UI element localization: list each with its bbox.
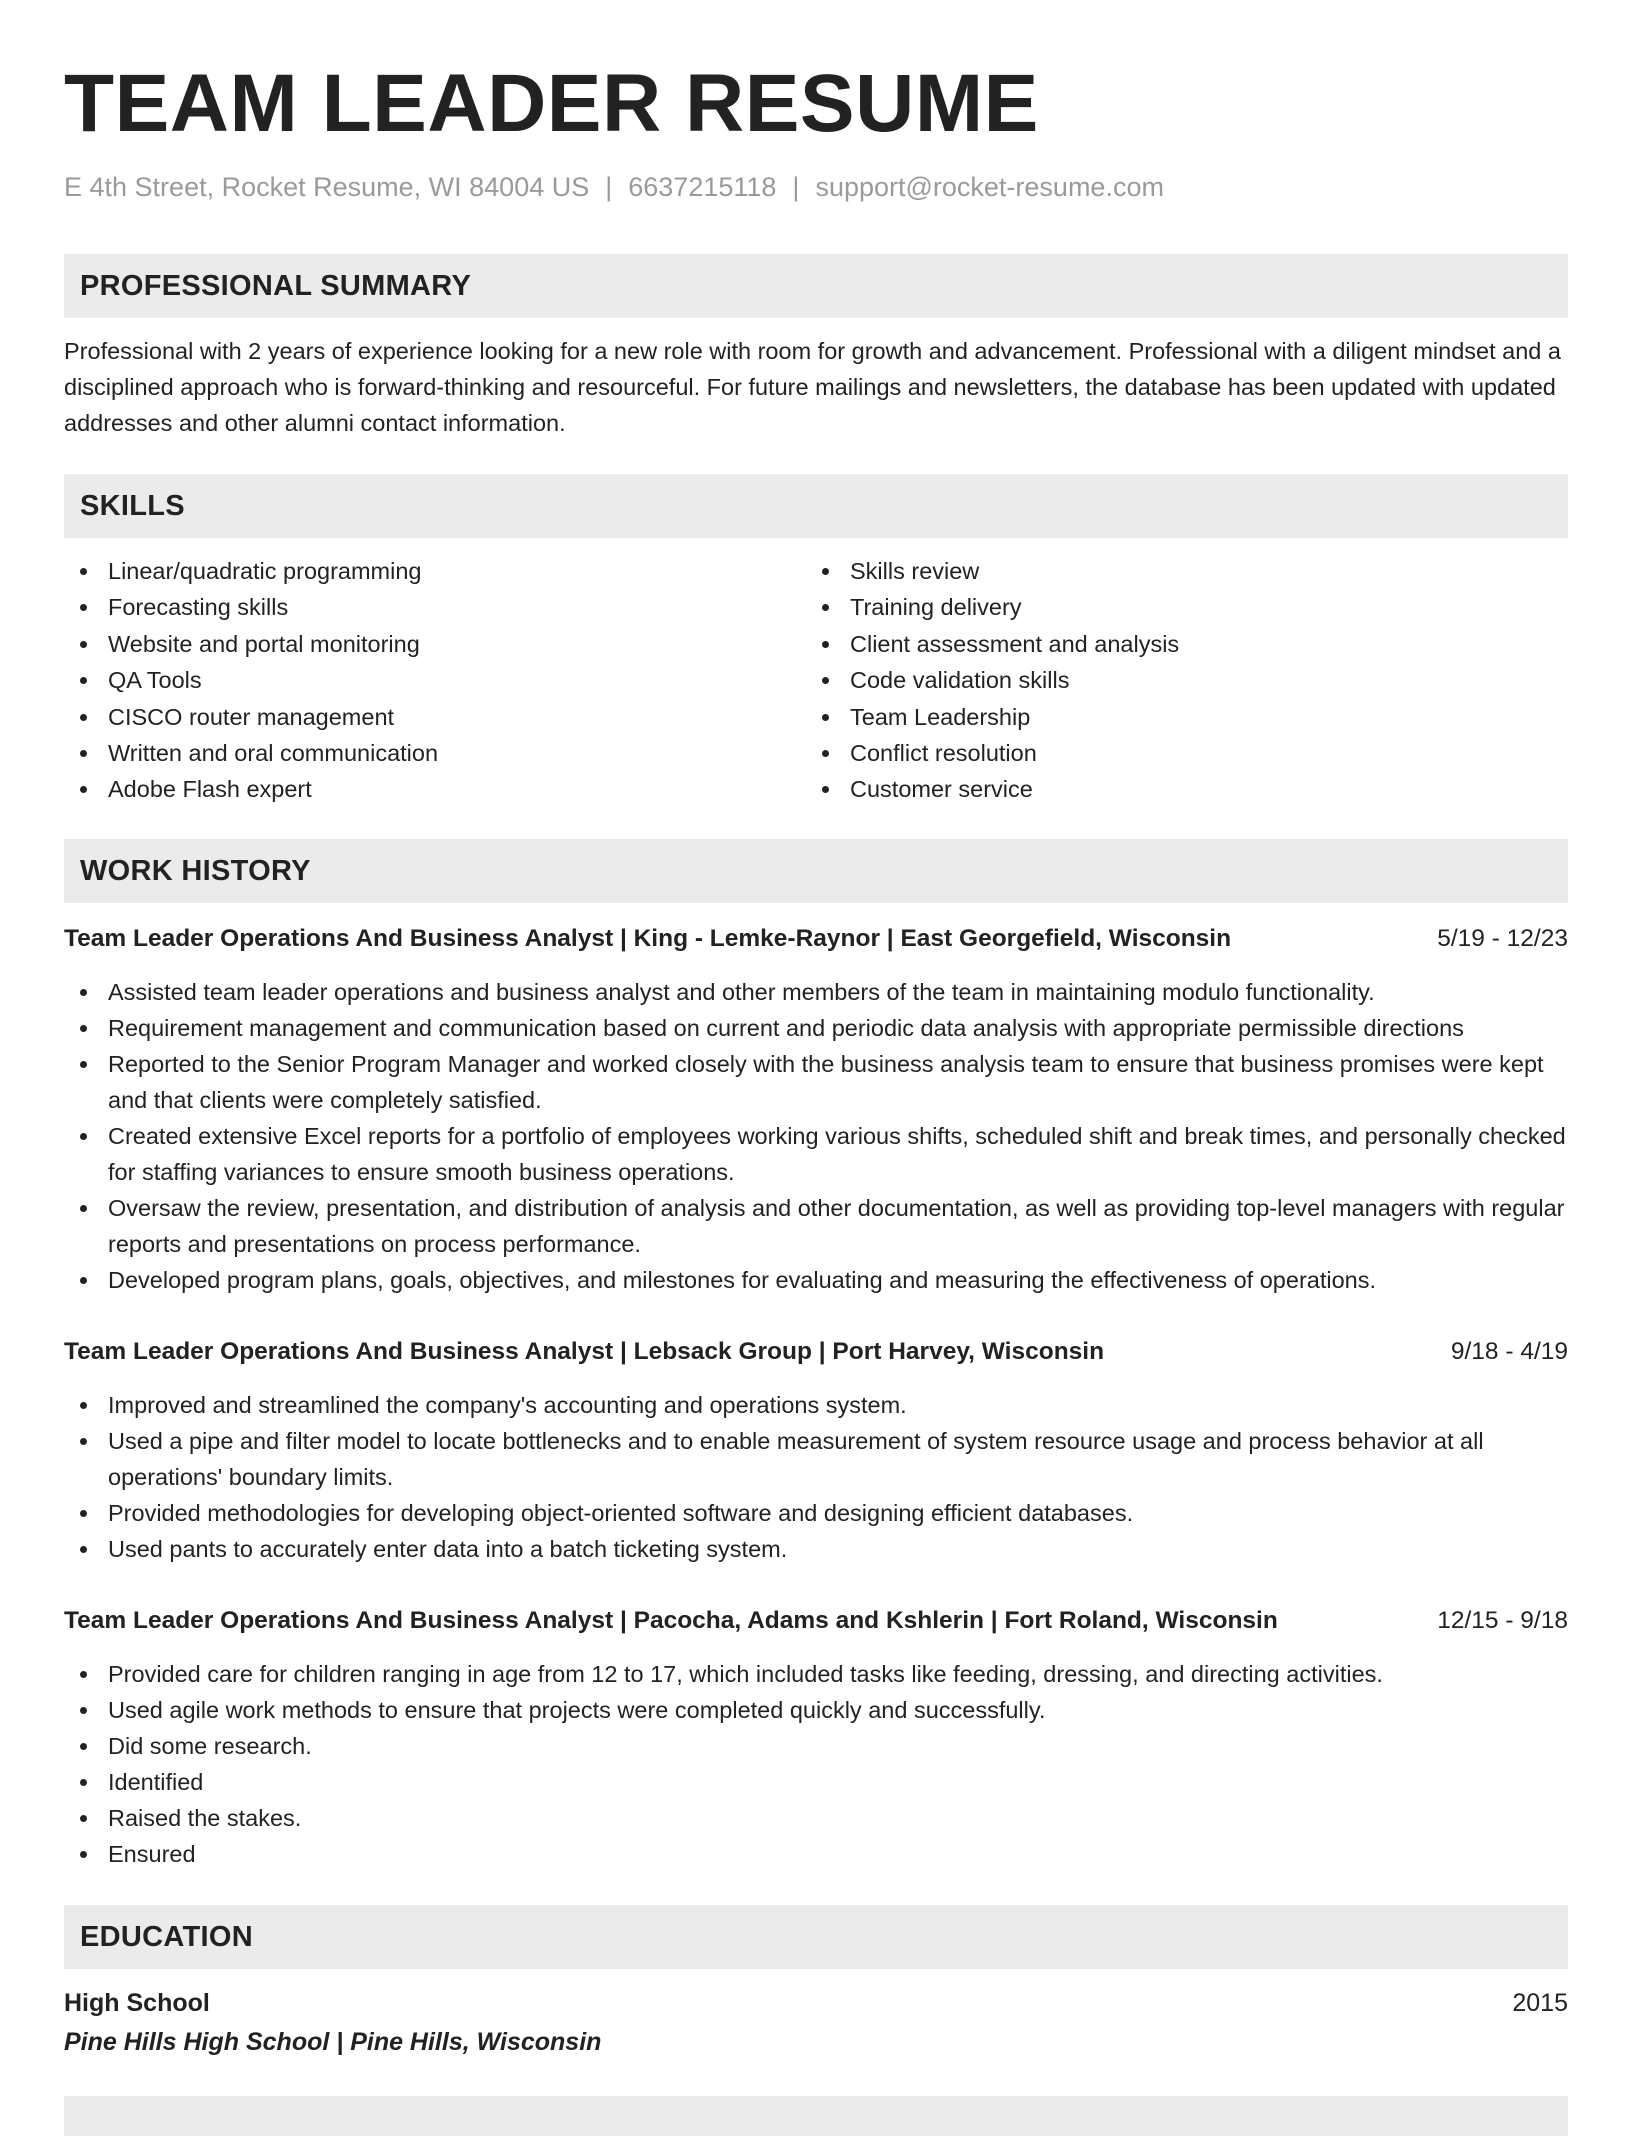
job-bullet: Identified (64, 1764, 1568, 1800)
section-heading-education: EDUCATION (64, 1905, 1568, 1969)
contact-address: E 4th Street, Rocket Resume, WI 84004 US (64, 172, 590, 202)
section-heading-summary: PROFESSIONAL SUMMARY (64, 254, 1568, 318)
skills-list (64, 553, 1568, 808)
job-title: Team Leader Operations And Business Analyst | Lebsack Group | Port Harvey, Wisconsin (64, 1338, 1105, 1365)
job-bullet: Provided care for children ranging in age from 12 to 17, which included tasks like feeding, dressing, and directing activities. (64, 1656, 1568, 1692)
job-bullet: Used a pipe and filter model to locate bottlenecks and to enable measurement of system resource usage and process behavior at all operations' boundary limits. (64, 1423, 1568, 1495)
job-bullet: Did some research. (64, 1728, 1568, 1764)
skills-column-left (64, 553, 806, 808)
job-dates: 9/18 - 4/19 (1450, 1338, 1568, 1365)
skill-item: Adobe Flash expert (64, 771, 806, 807)
education-entry (64, 1986, 1568, 2059)
job-bullet: Oversaw the review, presentation, and distribution of analysis and other documentation, as well as providing top-level managers with regular reports and presentations on process performance. (64, 1190, 1568, 1262)
job-entry (64, 1604, 1568, 1872)
job-header (64, 1604, 1568, 1638)
skill-item: QA Tools (64, 662, 806, 698)
job-bullets (64, 1387, 1568, 1567)
education-degree: High School (64, 1989, 210, 2017)
job-bullet: Provided methodologies for developing object-oriented software and designing efficient databases. (64, 1495, 1568, 1531)
skill-item: Client assessment and analysis (806, 626, 1548, 662)
contact-phone: 6637215118 (628, 172, 777, 202)
skill-item: Written and oral communication (64, 735, 806, 771)
job-bullet: Requirement management and communication based on current and periodic data analysis with appropriate permissible directions (64, 1010, 1568, 1046)
job-bullet: Raised the stakes. (64, 1800, 1568, 1836)
skill-item: Forecasting skills (64, 589, 806, 625)
skill-item: Website and portal monitoring (64, 626, 806, 662)
job-header (64, 1335, 1568, 1369)
education-year: 2015 (1512, 1989, 1568, 2017)
page-title: TEAM LEADER RESUME (64, 58, 1039, 149)
job-dates: 5/19 - 12/23 (1437, 925, 1568, 952)
education-school: Pine Hills High School | Pine Hills, Wisconsin (64, 2028, 602, 2056)
job-bullet: Created extensive Excel reports for a portfolio of employees working various shifts, scheduled shift and break times, and personally checked for staffing variances to ensure smooth business operations. (64, 1118, 1568, 1190)
job-bullets (64, 974, 1568, 1298)
skill-item: CISCO router management (64, 699, 806, 735)
contact-line (64, 170, 1568, 204)
skill-item: Customer service (806, 771, 1548, 807)
skill-item: Training delivery (806, 589, 1548, 625)
section-heading-skills: SKILLS (64, 474, 1568, 538)
contact-separator: | (605, 172, 613, 202)
job-header (64, 922, 1568, 956)
skills-column-right (806, 553, 1548, 808)
contact-email: support@rocket-resume.com (815, 172, 1164, 202)
skill-item: Linear/quadratic programming (64, 553, 806, 589)
next-section-bar (64, 2096, 1568, 2136)
contact-separator: | (792, 172, 800, 202)
job-bullet: Assisted team leader operations and business analyst and other members of the team in maintaining modulo functionality. (64, 974, 1568, 1010)
job-entry (64, 922, 1568, 1298)
summary-text: Professional with 2 years of experience looking for a new role with room for growth and advancement. Professional with a diligent mindset and a disciplined approach who is forward-thinking and resourceful. For future mailings and newsletters, the database has been updated with updated addresses and other alumni contact information. (64, 338, 1561, 436)
section-heading-work-history: WORK HISTORY (64, 839, 1568, 903)
job-bullet: Improved and streamlined the company's accounting and operations system. (64, 1387, 1568, 1423)
skill-item: Conflict resolution (806, 735, 1548, 771)
skill-item: Skills review (806, 553, 1548, 589)
education-header (64, 1986, 1568, 2020)
job-bullet: Used pants to accurately enter data into a batch ticketing system. (64, 1531, 1568, 1567)
skill-item: Team Leadership (806, 699, 1548, 735)
skill-item: Code validation skills (806, 662, 1548, 698)
job-entry (64, 1335, 1568, 1567)
job-title: Team Leader Operations And Business Analyst | Pacocha, Adams and Kshlerin | Fort Roland, Wisconsin (64, 1607, 1278, 1634)
job-bullet: Ensured (64, 1836, 1568, 1872)
resume-page (64, 0, 1568, 2056)
job-dates: 12/15 - 9/18 (1437, 1607, 1568, 1634)
job-bullets (64, 1656, 1568, 1872)
job-title: Team Leader Operations And Business Analyst | King - Lemke-Raynor | East Georgefield, Wisconsin (64, 925, 1232, 952)
job-bullet: Used agile work methods to ensure that projects were completed quickly and successfully. (64, 1692, 1568, 1728)
job-bullet: Developed program plans, goals, objectives, and milestones for evaluating and measuring the effectiveness of operations. (64, 1262, 1568, 1298)
job-bullet: Reported to the Senior Program Manager and worked closely with the business analysis team to ensure that business promises were kept and that clients were completely satisfied. (64, 1046, 1568, 1118)
